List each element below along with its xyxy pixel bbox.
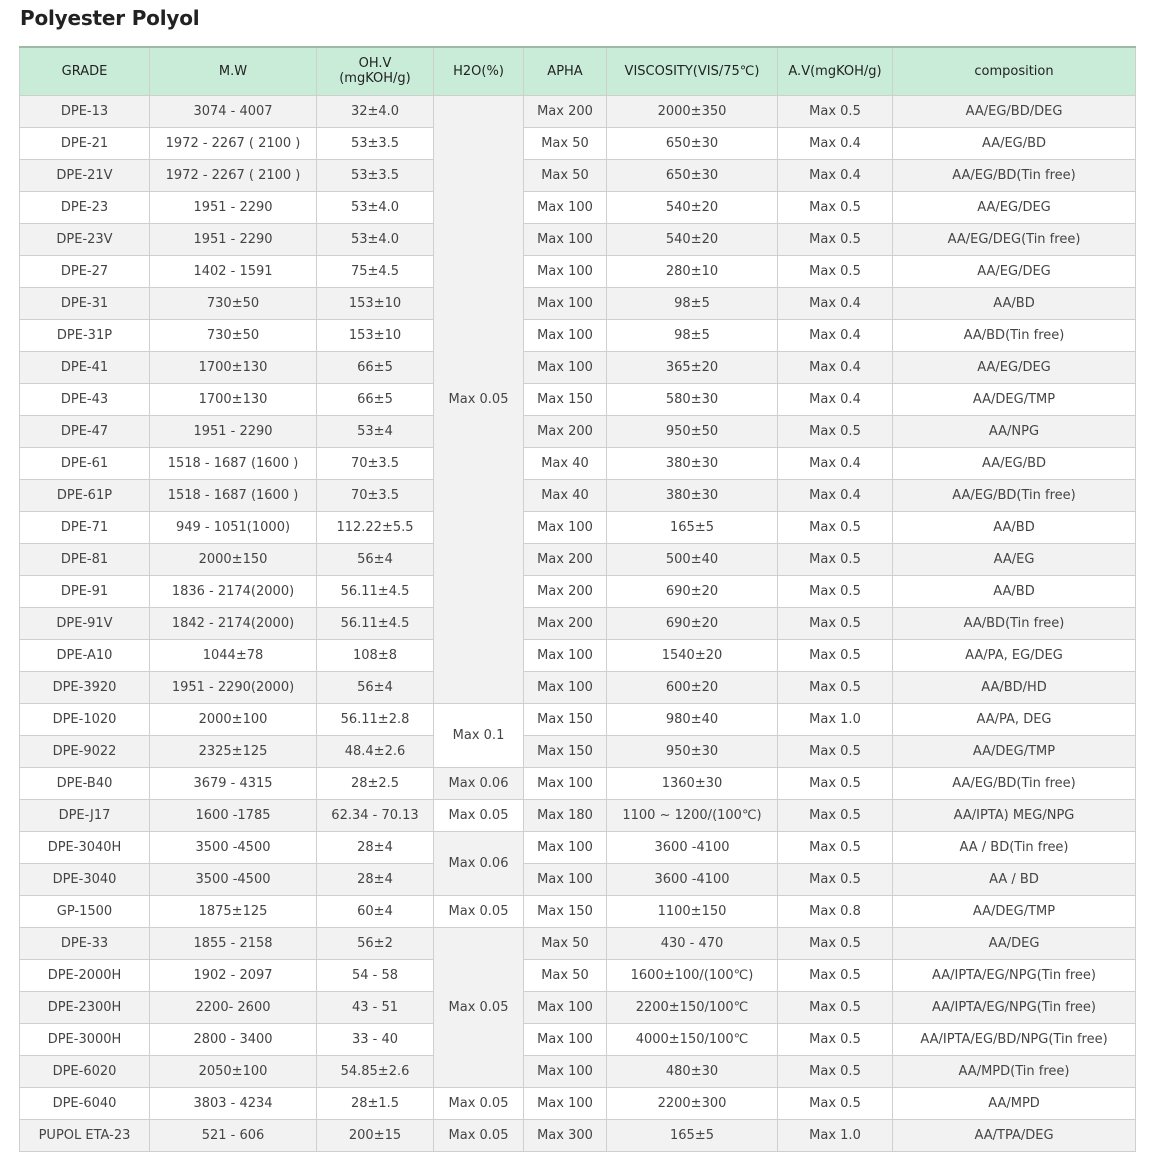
cell-grade: DPE-91V bbox=[20, 607, 150, 639]
cell-mw: 1855 - 2158 bbox=[150, 927, 317, 959]
cell-viscosity: 165±5 bbox=[607, 511, 778, 543]
cell-composition: AA/EG bbox=[893, 543, 1136, 575]
cell-composition: AA / BD(Tin free) bbox=[893, 831, 1136, 863]
cell-ohv: 53±4 bbox=[317, 415, 434, 447]
cell-apha: Max 100 bbox=[524, 639, 607, 671]
cell-composition: AA/BD(Tin free) bbox=[893, 607, 1136, 639]
cell-av: Max 0.5 bbox=[778, 799, 893, 831]
cell-ohv: 56.11±2.8 bbox=[317, 703, 434, 735]
cell-apha: Max 100 bbox=[524, 831, 607, 863]
header-viscosity bbox=[607, 47, 778, 95]
cell-mw: 1951 - 2290(2000) bbox=[150, 671, 317, 703]
header-label: A.V(mgKOH/g) bbox=[788, 63, 882, 79]
table-row bbox=[20, 255, 1136, 287]
table-row bbox=[20, 703, 1136, 735]
cell-av: Max 0.5 bbox=[778, 95, 893, 127]
cell-mw: 1836 - 2174(2000) bbox=[150, 575, 317, 607]
cell-mw: 2000±100 bbox=[150, 703, 317, 735]
cell-mw: 949 - 1051(1000) bbox=[150, 511, 317, 543]
cell-apha: Max 100 bbox=[524, 319, 607, 351]
table-row bbox=[20, 351, 1136, 383]
cell-composition: AA/DEG/TMP bbox=[893, 735, 1136, 767]
cell-grade: DPE-23V bbox=[20, 223, 150, 255]
cell-apha: Max 100 bbox=[524, 671, 607, 703]
cell-grade: DPE-33 bbox=[20, 927, 150, 959]
cell-ohv: 53±3.5 bbox=[317, 127, 434, 159]
header-composition bbox=[893, 47, 1136, 95]
cell-grade: DPE-3920 bbox=[20, 671, 150, 703]
cell-av: Max 0.5 bbox=[778, 575, 893, 607]
table-row bbox=[20, 895, 1136, 927]
cell-viscosity: 650±30 bbox=[607, 159, 778, 191]
cell-mw: 730±50 bbox=[150, 319, 317, 351]
cell-ohv: 56±2 bbox=[317, 927, 434, 959]
cell-av: Max 0.5 bbox=[778, 671, 893, 703]
cell-viscosity: 3600 -4100 bbox=[607, 831, 778, 863]
header-h2o bbox=[434, 47, 524, 95]
cell-composition: AA/EG/BD/DEG bbox=[893, 95, 1136, 127]
cell-viscosity: 480±30 bbox=[607, 1055, 778, 1087]
table-row bbox=[20, 863, 1136, 895]
cell-composition: AA/DEG/TMP bbox=[893, 895, 1136, 927]
cell-av: Max 0.5 bbox=[778, 1023, 893, 1055]
cell-grade: DPE-21 bbox=[20, 127, 150, 159]
cell-grade: DPE-61 bbox=[20, 447, 150, 479]
cell-ohv: 66±5 bbox=[317, 383, 434, 415]
cell-grade: DPE-31P bbox=[20, 319, 150, 351]
cell-composition: AA/EG/BD bbox=[893, 447, 1136, 479]
cell-grade: DPE-3040 bbox=[20, 863, 150, 895]
cell-apha: Max 100 bbox=[524, 287, 607, 319]
cell-ohv: 28±1.5 bbox=[317, 1087, 434, 1119]
cell-apha: Max 150 bbox=[524, 895, 607, 927]
cell-viscosity: 98±5 bbox=[607, 319, 778, 351]
cell-h2o: Max 0.1 bbox=[434, 703, 524, 767]
cell-ohv: 200±15 bbox=[317, 1119, 434, 1151]
cell-mw: 1044±78 bbox=[150, 639, 317, 671]
cell-av: Max 0.5 bbox=[778, 927, 893, 959]
cell-viscosity: 950±50 bbox=[607, 415, 778, 447]
cell-composition: AA/EG/DEG bbox=[893, 255, 1136, 287]
header-grade bbox=[20, 47, 150, 95]
table-row bbox=[20, 991, 1136, 1023]
cell-composition: AA/EG/DEG(Tin free) bbox=[893, 223, 1136, 255]
cell-grade: DPE-1020 bbox=[20, 703, 150, 735]
cell-h2o: Max 0.05 bbox=[434, 895, 524, 927]
cell-h2o: Max 0.05 bbox=[434, 1087, 524, 1119]
cell-grade: DPE-27 bbox=[20, 255, 150, 287]
table-row bbox=[20, 479, 1136, 511]
header-label: GRADE bbox=[61, 63, 108, 79]
cell-viscosity: 600±20 bbox=[607, 671, 778, 703]
table-row bbox=[20, 1023, 1136, 1055]
cell-mw: 1842 - 2174(2000) bbox=[150, 607, 317, 639]
cell-av: Max 0.5 bbox=[778, 767, 893, 799]
cell-viscosity: 365±20 bbox=[607, 351, 778, 383]
cell-mw: 1600 -1785 bbox=[150, 799, 317, 831]
table-row bbox=[20, 799, 1136, 831]
cell-ohv: 66±5 bbox=[317, 351, 434, 383]
cell-h2o: Max 0.05 bbox=[434, 799, 524, 831]
cell-viscosity: 1360±30 bbox=[607, 767, 778, 799]
cell-composition: AA/EG/BD(Tin free) bbox=[893, 479, 1136, 511]
cell-viscosity: 540±20 bbox=[607, 223, 778, 255]
cell-apha: Max 100 bbox=[524, 1023, 607, 1055]
cell-grade: DPE-B40 bbox=[20, 767, 150, 799]
cell-composition: AA/IPTA/EG/NPG(Tin free) bbox=[893, 959, 1136, 991]
cell-mw: 1951 - 2290 bbox=[150, 223, 317, 255]
cell-apha: Max 100 bbox=[524, 1087, 607, 1119]
table-row bbox=[20, 415, 1136, 447]
cell-av: Max 0.5 bbox=[778, 959, 893, 991]
cell-av: Max 0.5 bbox=[778, 735, 893, 767]
cell-apha: Max 50 bbox=[524, 159, 607, 191]
cell-viscosity: 1540±20 bbox=[607, 639, 778, 671]
cell-grade: DPE-71 bbox=[20, 511, 150, 543]
cell-viscosity: 2000±350 bbox=[607, 95, 778, 127]
cell-ohv: 28±4 bbox=[317, 831, 434, 863]
cell-grade: DPE-2300H bbox=[20, 991, 150, 1023]
cell-mw: 1518 - 1687 (1600 ) bbox=[150, 447, 317, 479]
cell-composition: AA/BD bbox=[893, 575, 1136, 607]
cell-composition: AA/EG/BD(Tin free) bbox=[893, 767, 1136, 799]
cell-mw: 1700±130 bbox=[150, 383, 317, 415]
cell-grade: DPE-47 bbox=[20, 415, 150, 447]
cell-av: Max 0.5 bbox=[778, 511, 893, 543]
cell-ohv: 60±4 bbox=[317, 895, 434, 927]
cell-ohv: 43 - 51 bbox=[317, 991, 434, 1023]
cell-viscosity: 500±40 bbox=[607, 543, 778, 575]
cell-grade: DPE-J17 bbox=[20, 799, 150, 831]
cell-apha: Max 100 bbox=[524, 1055, 607, 1087]
cell-apha: Max 50 bbox=[524, 959, 607, 991]
header-label: OH.V bbox=[358, 56, 392, 72]
table-row bbox=[20, 511, 1136, 543]
cell-h2o: Max 0.06 bbox=[434, 831, 524, 895]
cell-mw: 1518 - 1687 (1600 ) bbox=[150, 479, 317, 511]
cell-composition: AA/BD/HD bbox=[893, 671, 1136, 703]
cell-av: Max 0.5 bbox=[778, 543, 893, 575]
cell-composition: AA/EG/DEG bbox=[893, 351, 1136, 383]
cell-ohv: 153±10 bbox=[317, 287, 434, 319]
cell-mw: 1951 - 2290 bbox=[150, 191, 317, 223]
cell-apha: Max 200 bbox=[524, 575, 607, 607]
table-body bbox=[20, 95, 1136, 1151]
cell-av: Max 0.5 bbox=[778, 639, 893, 671]
cell-grade: GP-1500 bbox=[20, 895, 150, 927]
page-title: Polyester Polyol bbox=[20, 6, 200, 30]
table-row bbox=[20, 287, 1136, 319]
polyol-spec-table bbox=[19, 46, 1136, 1152]
cell-grade: DPE-23 bbox=[20, 191, 150, 223]
cell-apha: Max 100 bbox=[524, 223, 607, 255]
cell-grade: DPE-21V bbox=[20, 159, 150, 191]
cell-mw: 3679 - 4315 bbox=[150, 767, 317, 799]
table-row bbox=[20, 1055, 1136, 1087]
cell-h2o: Max 0.05 bbox=[434, 95, 524, 703]
cell-viscosity: 1100 ~ 1200/(100℃) bbox=[607, 799, 778, 831]
header-label: composition bbox=[974, 63, 1054, 79]
cell-apha: Max 100 bbox=[524, 767, 607, 799]
cell-apha: Max 50 bbox=[524, 127, 607, 159]
cell-grade: DPE-31 bbox=[20, 287, 150, 319]
cell-grade: DPE-6020 bbox=[20, 1055, 150, 1087]
cell-viscosity: 950±30 bbox=[607, 735, 778, 767]
cell-av: Max 0.5 bbox=[778, 831, 893, 863]
table-header-row bbox=[20, 47, 1136, 95]
cell-av: Max 0.5 bbox=[778, 1055, 893, 1087]
cell-ohv: 70±3.5 bbox=[317, 447, 434, 479]
cell-viscosity: 2200±300 bbox=[607, 1087, 778, 1119]
cell-mw: 2325±125 bbox=[150, 735, 317, 767]
cell-mw: 2000±150 bbox=[150, 543, 317, 575]
cell-av: Max 0.4 bbox=[778, 479, 893, 511]
cell-composition: AA/BD(Tin free) bbox=[893, 319, 1136, 351]
table-row bbox=[20, 639, 1136, 671]
table-row bbox=[20, 927, 1136, 959]
cell-mw: 3803 - 4234 bbox=[150, 1087, 317, 1119]
cell-mw: 3500 -4500 bbox=[150, 863, 317, 895]
cell-mw: 3074 - 4007 bbox=[150, 95, 317, 127]
cell-composition: AA/IPTA) MEG/NPG bbox=[893, 799, 1136, 831]
cell-viscosity: 580±30 bbox=[607, 383, 778, 415]
cell-av: Max 0.4 bbox=[778, 383, 893, 415]
header-ohv bbox=[317, 47, 434, 95]
table-row bbox=[20, 383, 1136, 415]
cell-ohv: 62.34 - 70.13 bbox=[317, 799, 434, 831]
cell-mw: 1700±130 bbox=[150, 351, 317, 383]
cell-composition: AA/BD bbox=[893, 287, 1136, 319]
cell-av: Max 0.4 bbox=[778, 127, 893, 159]
cell-grade: DPE-81 bbox=[20, 543, 150, 575]
cell-viscosity: 98±5 bbox=[607, 287, 778, 319]
cell-composition: AA/TPA/DEG bbox=[893, 1119, 1136, 1151]
cell-viscosity: 165±5 bbox=[607, 1119, 778, 1151]
cell-ohv: 53±3.5 bbox=[317, 159, 434, 191]
table-row bbox=[20, 607, 1136, 639]
cell-grade: DPE-9022 bbox=[20, 735, 150, 767]
cell-ohv: 54.85±2.6 bbox=[317, 1055, 434, 1087]
cell-grade: PUPOL ETA-23 bbox=[20, 1119, 150, 1151]
cell-viscosity: 4000±150/100℃ bbox=[607, 1023, 778, 1055]
cell-av: Max 0.5 bbox=[778, 191, 893, 223]
cell-viscosity: 690±20 bbox=[607, 575, 778, 607]
cell-av: Max 0.5 bbox=[778, 223, 893, 255]
cell-composition: AA/PA, EG/DEG bbox=[893, 639, 1136, 671]
cell-composition: AA/DEG/TMP bbox=[893, 383, 1136, 415]
cell-composition: AA / BD bbox=[893, 863, 1136, 895]
cell-mw: 2200- 2600 bbox=[150, 991, 317, 1023]
cell-grade: DPE-A10 bbox=[20, 639, 150, 671]
cell-composition: AA/EG/DEG bbox=[893, 191, 1136, 223]
cell-h2o: Max 0.05 bbox=[434, 1119, 524, 1151]
table-row bbox=[20, 575, 1136, 607]
cell-av: Max 0.5 bbox=[778, 1087, 893, 1119]
cell-apha: Max 100 bbox=[524, 351, 607, 383]
table-row bbox=[20, 1087, 1136, 1119]
cell-av: Max 0.5 bbox=[778, 991, 893, 1023]
cell-av: Max 0.5 bbox=[778, 863, 893, 895]
cell-apha: Max 150 bbox=[524, 703, 607, 735]
cell-ohv: 54 - 58 bbox=[317, 959, 434, 991]
table-row bbox=[20, 223, 1136, 255]
header-label: (mgKOH/g) bbox=[339, 71, 411, 87]
cell-h2o: Max 0.05 bbox=[434, 927, 524, 1087]
cell-av: Max 0.5 bbox=[778, 415, 893, 447]
cell-ohv: 53±4.0 bbox=[317, 191, 434, 223]
cell-mw: 730±50 bbox=[150, 287, 317, 319]
cell-ohv: 32±4.0 bbox=[317, 95, 434, 127]
cell-viscosity: 430 - 470 bbox=[607, 927, 778, 959]
cell-grade: DPE-91 bbox=[20, 575, 150, 607]
cell-mw: 1402 - 1591 bbox=[150, 255, 317, 287]
header-av bbox=[778, 47, 893, 95]
cell-ohv: 75±4.5 bbox=[317, 255, 434, 287]
cell-apha: Max 100 bbox=[524, 511, 607, 543]
header-mw bbox=[150, 47, 317, 95]
cell-apha: Max 100 bbox=[524, 255, 607, 287]
cell-viscosity: 690±20 bbox=[607, 607, 778, 639]
cell-av: Max 0.5 bbox=[778, 607, 893, 639]
cell-composition: AA/IPTA/EG/BD/NPG(Tin free) bbox=[893, 1023, 1136, 1055]
table-row bbox=[20, 767, 1136, 799]
cell-apha: Max 150 bbox=[524, 735, 607, 767]
cell-apha: Max 40 bbox=[524, 479, 607, 511]
cell-ohv: 56.11±4.5 bbox=[317, 575, 434, 607]
cell-mw: 521 - 606 bbox=[150, 1119, 317, 1151]
cell-composition: AA/EG/BD bbox=[893, 127, 1136, 159]
header-label: H2O(%) bbox=[453, 63, 504, 79]
cell-composition: AA/DEG bbox=[893, 927, 1136, 959]
table-row bbox=[20, 127, 1136, 159]
cell-av: Max 0.4 bbox=[778, 287, 893, 319]
cell-ohv: 153±10 bbox=[317, 319, 434, 351]
cell-composition: AA/MPD(Tin free) bbox=[893, 1055, 1136, 1087]
header-apha bbox=[524, 47, 607, 95]
table-row bbox=[20, 735, 1136, 767]
table-row bbox=[20, 191, 1136, 223]
cell-viscosity: 1100±150 bbox=[607, 895, 778, 927]
cell-mw: 1875±125 bbox=[150, 895, 317, 927]
cell-grade: DPE-13 bbox=[20, 95, 150, 127]
cell-ohv: 56.11±4.5 bbox=[317, 607, 434, 639]
cell-apha: Max 200 bbox=[524, 543, 607, 575]
cell-mw: 1972 - 2267 ( 2100 ) bbox=[150, 159, 317, 191]
table-row bbox=[20, 543, 1136, 575]
cell-apha: Max 150 bbox=[524, 383, 607, 415]
cell-viscosity: 1600±100/(100℃) bbox=[607, 959, 778, 991]
cell-mw: 3500 -4500 bbox=[150, 831, 317, 863]
cell-viscosity: 280±10 bbox=[607, 255, 778, 287]
cell-grade: DPE-2000H bbox=[20, 959, 150, 991]
cell-ohv: 108±8 bbox=[317, 639, 434, 671]
cell-ohv: 112.22±5.5 bbox=[317, 511, 434, 543]
cell-grade: DPE-6040 bbox=[20, 1087, 150, 1119]
cell-ohv: 28±2.5 bbox=[317, 767, 434, 799]
cell-av: Max 0.8 bbox=[778, 895, 893, 927]
cell-av: Max 1.0 bbox=[778, 703, 893, 735]
cell-viscosity: 650±30 bbox=[607, 127, 778, 159]
cell-mw: 2800 - 3400 bbox=[150, 1023, 317, 1055]
cell-grade: DPE-61P bbox=[20, 479, 150, 511]
table-row bbox=[20, 831, 1136, 863]
cell-ohv: 56±4 bbox=[317, 543, 434, 575]
cell-grade: DPE-43 bbox=[20, 383, 150, 415]
cell-av: Max 0.4 bbox=[778, 159, 893, 191]
cell-av: Max 0.5 bbox=[778, 255, 893, 287]
cell-h2o: Max 0.06 bbox=[434, 767, 524, 799]
header-label: M.W bbox=[218, 63, 248, 79]
cell-composition: AA/MPD bbox=[893, 1087, 1136, 1119]
cell-mw: 1902 - 2097 bbox=[150, 959, 317, 991]
cell-apha: Max 50 bbox=[524, 927, 607, 959]
cell-grade: DPE-3000H bbox=[20, 1023, 150, 1055]
cell-mw: 1972 - 2267 ( 2100 ) bbox=[150, 127, 317, 159]
cell-ohv: 70±3.5 bbox=[317, 479, 434, 511]
cell-av: Max 0.4 bbox=[778, 351, 893, 383]
cell-composition: AA/IPTA/EG/NPG(Tin free) bbox=[893, 991, 1136, 1023]
cell-viscosity: 380±30 bbox=[607, 447, 778, 479]
cell-apha: Max 100 bbox=[524, 191, 607, 223]
cell-composition: AA/NPG bbox=[893, 415, 1136, 447]
table-row bbox=[20, 95, 1136, 127]
table-row bbox=[20, 671, 1136, 703]
cell-apha: Max 100 bbox=[524, 991, 607, 1023]
table-row bbox=[20, 959, 1136, 991]
cell-apha: Max 300 bbox=[524, 1119, 607, 1151]
cell-viscosity: 2200±150/100℃ bbox=[607, 991, 778, 1023]
cell-viscosity: 380±30 bbox=[607, 479, 778, 511]
cell-ohv: 28±4 bbox=[317, 863, 434, 895]
cell-apha: Max 200 bbox=[524, 95, 607, 127]
cell-composition: AA/BD bbox=[893, 511, 1136, 543]
cell-mw: 1951 - 2290 bbox=[150, 415, 317, 447]
cell-apha: Max 200 bbox=[524, 607, 607, 639]
table-row bbox=[20, 1119, 1136, 1151]
cell-composition: AA/EG/BD(Tin free) bbox=[893, 159, 1136, 191]
table-row bbox=[20, 319, 1136, 351]
cell-av: Max 1.0 bbox=[778, 1119, 893, 1151]
cell-apha: Max 200 bbox=[524, 415, 607, 447]
cell-av: Max 0.4 bbox=[778, 447, 893, 479]
cell-av: Max 0.4 bbox=[778, 319, 893, 351]
cell-viscosity: 980±40 bbox=[607, 703, 778, 735]
cell-apha: Max 100 bbox=[524, 863, 607, 895]
header-label: APHA bbox=[547, 63, 583, 79]
cell-ohv: 48.4±2.6 bbox=[317, 735, 434, 767]
cell-composition: AA/PA, DEG bbox=[893, 703, 1136, 735]
cell-ohv: 53±4.0 bbox=[317, 223, 434, 255]
cell-viscosity: 3600 -4100 bbox=[607, 863, 778, 895]
cell-grade: DPE-3040H bbox=[20, 831, 150, 863]
cell-ohv: 56±4 bbox=[317, 671, 434, 703]
cell-viscosity: 540±20 bbox=[607, 191, 778, 223]
cell-apha: Max 180 bbox=[524, 799, 607, 831]
cell-apha: Max 40 bbox=[524, 447, 607, 479]
header-label: VISCOSITY(VIS/75℃) bbox=[624, 63, 760, 79]
cell-grade: DPE-41 bbox=[20, 351, 150, 383]
table-row bbox=[20, 447, 1136, 479]
cell-ohv: 33 - 40 bbox=[317, 1023, 434, 1055]
table-row bbox=[20, 159, 1136, 191]
cell-mw: 2050±100 bbox=[150, 1055, 317, 1087]
